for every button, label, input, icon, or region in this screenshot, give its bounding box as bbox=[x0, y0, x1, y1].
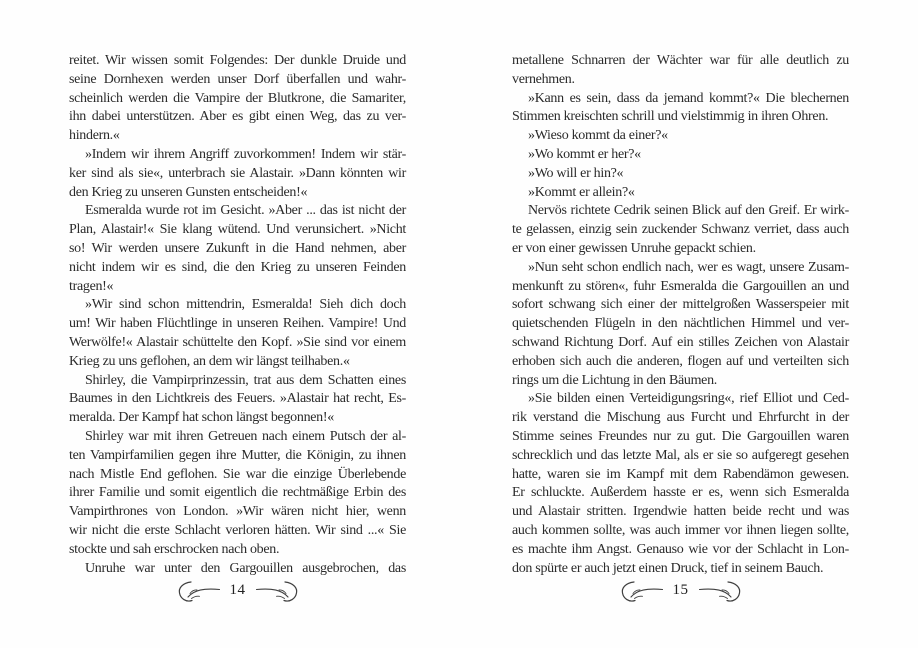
text-line: scheinlich werden die Vampire der Blutkrone, die Samariter, bbox=[69, 90, 406, 106]
text-line: Unruhe war unter den Gargouillen ausgebrochen, das bbox=[85, 560, 406, 576]
text-line: nicht indem wir es sind, die den Krieg zu unseren Feinden bbox=[69, 259, 406, 275]
page-14-text bbox=[69, 52, 406, 578]
text-line: »Wir sind schon mittendrin, Esmeralda! Sieh dich doch bbox=[85, 297, 406, 313]
text-line: hatte, waren sie im Kampf mit dem Rabendämon gewesen. bbox=[512, 466, 849, 482]
text-line: den Krieg zu unseren Gunsten entscheiden!« bbox=[69, 184, 308, 200]
text-line: Shirley, die Vampirprinzessin, trat aus dem Schatten eines bbox=[85, 372, 406, 388]
text-line: Nervös richtete Cedrik seinen Blick auf den Greif. Er wirk- bbox=[528, 203, 849, 219]
text-line: sofort schwang sich einer der mittelgroßen Wasserspeier mit bbox=[512, 297, 849, 313]
flourish-right-icon bbox=[256, 580, 300, 604]
text-line: ihn dabei unterstützen. Aber es gibt einen Weg, das zu ver- bbox=[69, 109, 406, 125]
text-line: vernehmen. bbox=[512, 71, 575, 87]
text-line: Shirley war mit ihren Getreuen nach einem Putsch der al- bbox=[85, 428, 406, 444]
text-line: menkunft zu stören«, fuhr Esmeralda die Gargouillen an und bbox=[512, 278, 849, 294]
page-number: 15 bbox=[672, 581, 689, 598]
text-line: »Kann es sein, dass da jemand kommt?« Die blechernen bbox=[528, 90, 849, 106]
text-line: ihrer Familie und somit eigentlich die rechtmäßige Erbin des bbox=[69, 485, 406, 501]
text-line: schrecklich und das letzte Mal, als er sie so aufgeregt gesehen bbox=[512, 447, 849, 463]
text-line: es machte ihm Angst. Genauso wie vor der Schlacht in Lon- bbox=[512, 541, 849, 557]
page-14-footer bbox=[69, 580, 406, 604]
text-line: metallene Schnarren der Wächter war für alle deutlich zu bbox=[512, 53, 849, 68]
text-line: rings um die Lichtung in den Bäumen. bbox=[512, 372, 717, 388]
text-line: Er schluckte. Außerdem hasste er es, wenn sich Esmeralda bbox=[512, 485, 849, 501]
text-line: nach Mistle End geflohen. Sie war die einzige Überlebende bbox=[69, 466, 406, 482]
text-line: wir nicht die erste Schlacht verloren hätten. Wir sind ...« Sie bbox=[69, 522, 406, 538]
text-line: schwand Richtung Dorf. Auf ein stilles Zeichen von Alastair bbox=[512, 334, 849, 350]
page-number: 14 bbox=[229, 581, 246, 598]
text-line: erhoben sich auch die anderen, flogen auf und verteilten sich bbox=[512, 353, 849, 369]
text-line: tragen!« bbox=[69, 278, 114, 294]
text-line: Esmeralda wurde rot im Gesicht. »Aber ... das ist nicht der bbox=[85, 203, 406, 219]
text-line: rik verstand die Mischung aus Furcht und Ehrfurcht in der bbox=[512, 410, 849, 426]
text-line: Krieg zu uns geflohen, an dem wir längst teilhaben.« bbox=[69, 353, 350, 369]
text-line: »Wo will er hin?« bbox=[528, 165, 624, 181]
text-line: »Nun seht schon endlich nach, wer es wagt, unsere Zusam- bbox=[528, 259, 849, 275]
text-line: »Wo kommt er her?« bbox=[528, 146, 641, 162]
text-line: seine Dornhexen werden unser Dorf überfallen und wahr- bbox=[69, 71, 406, 87]
text-line: »Wieso kommt da einer?« bbox=[528, 128, 668, 144]
text-line: Stimmen kreischten schrill und vielstimmig in ihren Ohren. bbox=[512, 109, 829, 125]
text-line: reitet. Wir wissen somit Folgendes: Der dunkle Druide und bbox=[69, 53, 406, 68]
text-line: so! Wir werden unsere Zukunft in die Hand nehmen, aber bbox=[69, 240, 406, 256]
page-15-footer bbox=[512, 580, 849, 604]
text-line: stockte und sah erschrocken nach oben. bbox=[69, 541, 280, 557]
flourish-left-icon bbox=[176, 580, 220, 604]
flourish-right-icon bbox=[699, 580, 743, 604]
text-line: don spürte er auch jetzt einen Druck, tief in seinem Bauch. bbox=[512, 560, 824, 576]
text-line: »Sie bilden einen Verteidigungsring«, rief Elliot und Ced- bbox=[528, 391, 849, 407]
text-line: hindern.« bbox=[69, 128, 120, 144]
text-line: um! Wir haben Flüchtlinge in unseren Reihen. Vampire! Und bbox=[69, 316, 406, 332]
text-line: ker sind als sie«, unterbrach sie Alastair. »Dann könnten wir bbox=[69, 165, 406, 181]
text-line: er von einer gewissen Unruhe gepackt schien. bbox=[512, 240, 756, 256]
text-line: »Indem wir ihrem Angriff zuvorkommen! Indem wir stär- bbox=[85, 146, 406, 162]
text-line: auch kommen sollte, was auch immer vor ihnen liegen sollte, bbox=[512, 522, 849, 538]
text-line: Stimme seines Freundes nur zu gut. Die Gargouillen waren bbox=[512, 428, 849, 444]
text-line: meralda. Der Kampf hat schon längst begonnen!« bbox=[69, 410, 334, 426]
page-15-text bbox=[512, 52, 849, 578]
text-line: ten Vampirfamilien gegen ihre Mutter, die Königin, zu ihnen bbox=[69, 447, 406, 463]
text-line: und Alastair stritten. Irgendwie hatten beide recht und was bbox=[512, 504, 849, 520]
text-line: Baumes in den Lichtkreis des Feuers. »Alastair hat recht, Es- bbox=[69, 391, 406, 407]
text-line: quietschenden Flügeln in den nächtlichen Himmel und ver- bbox=[512, 316, 849, 332]
text-line: Vampirthrones von London. »Wir wären nicht hier, wenn bbox=[69, 504, 406, 520]
text-line: Plan, Alastair!« Sie klang wütend. Und verunsichert. »Nicht bbox=[69, 222, 406, 238]
flourish-left-icon bbox=[619, 580, 663, 604]
text-line: »Kommt er allein?« bbox=[528, 184, 635, 200]
text-line: te gelassen, einzig sein zuckender Schwanz verriet, dass auch bbox=[512, 222, 849, 238]
text-line: Werwölfe!« Alastair schüttelte den Kopf. »Sie sind vor einem bbox=[69, 334, 406, 350]
